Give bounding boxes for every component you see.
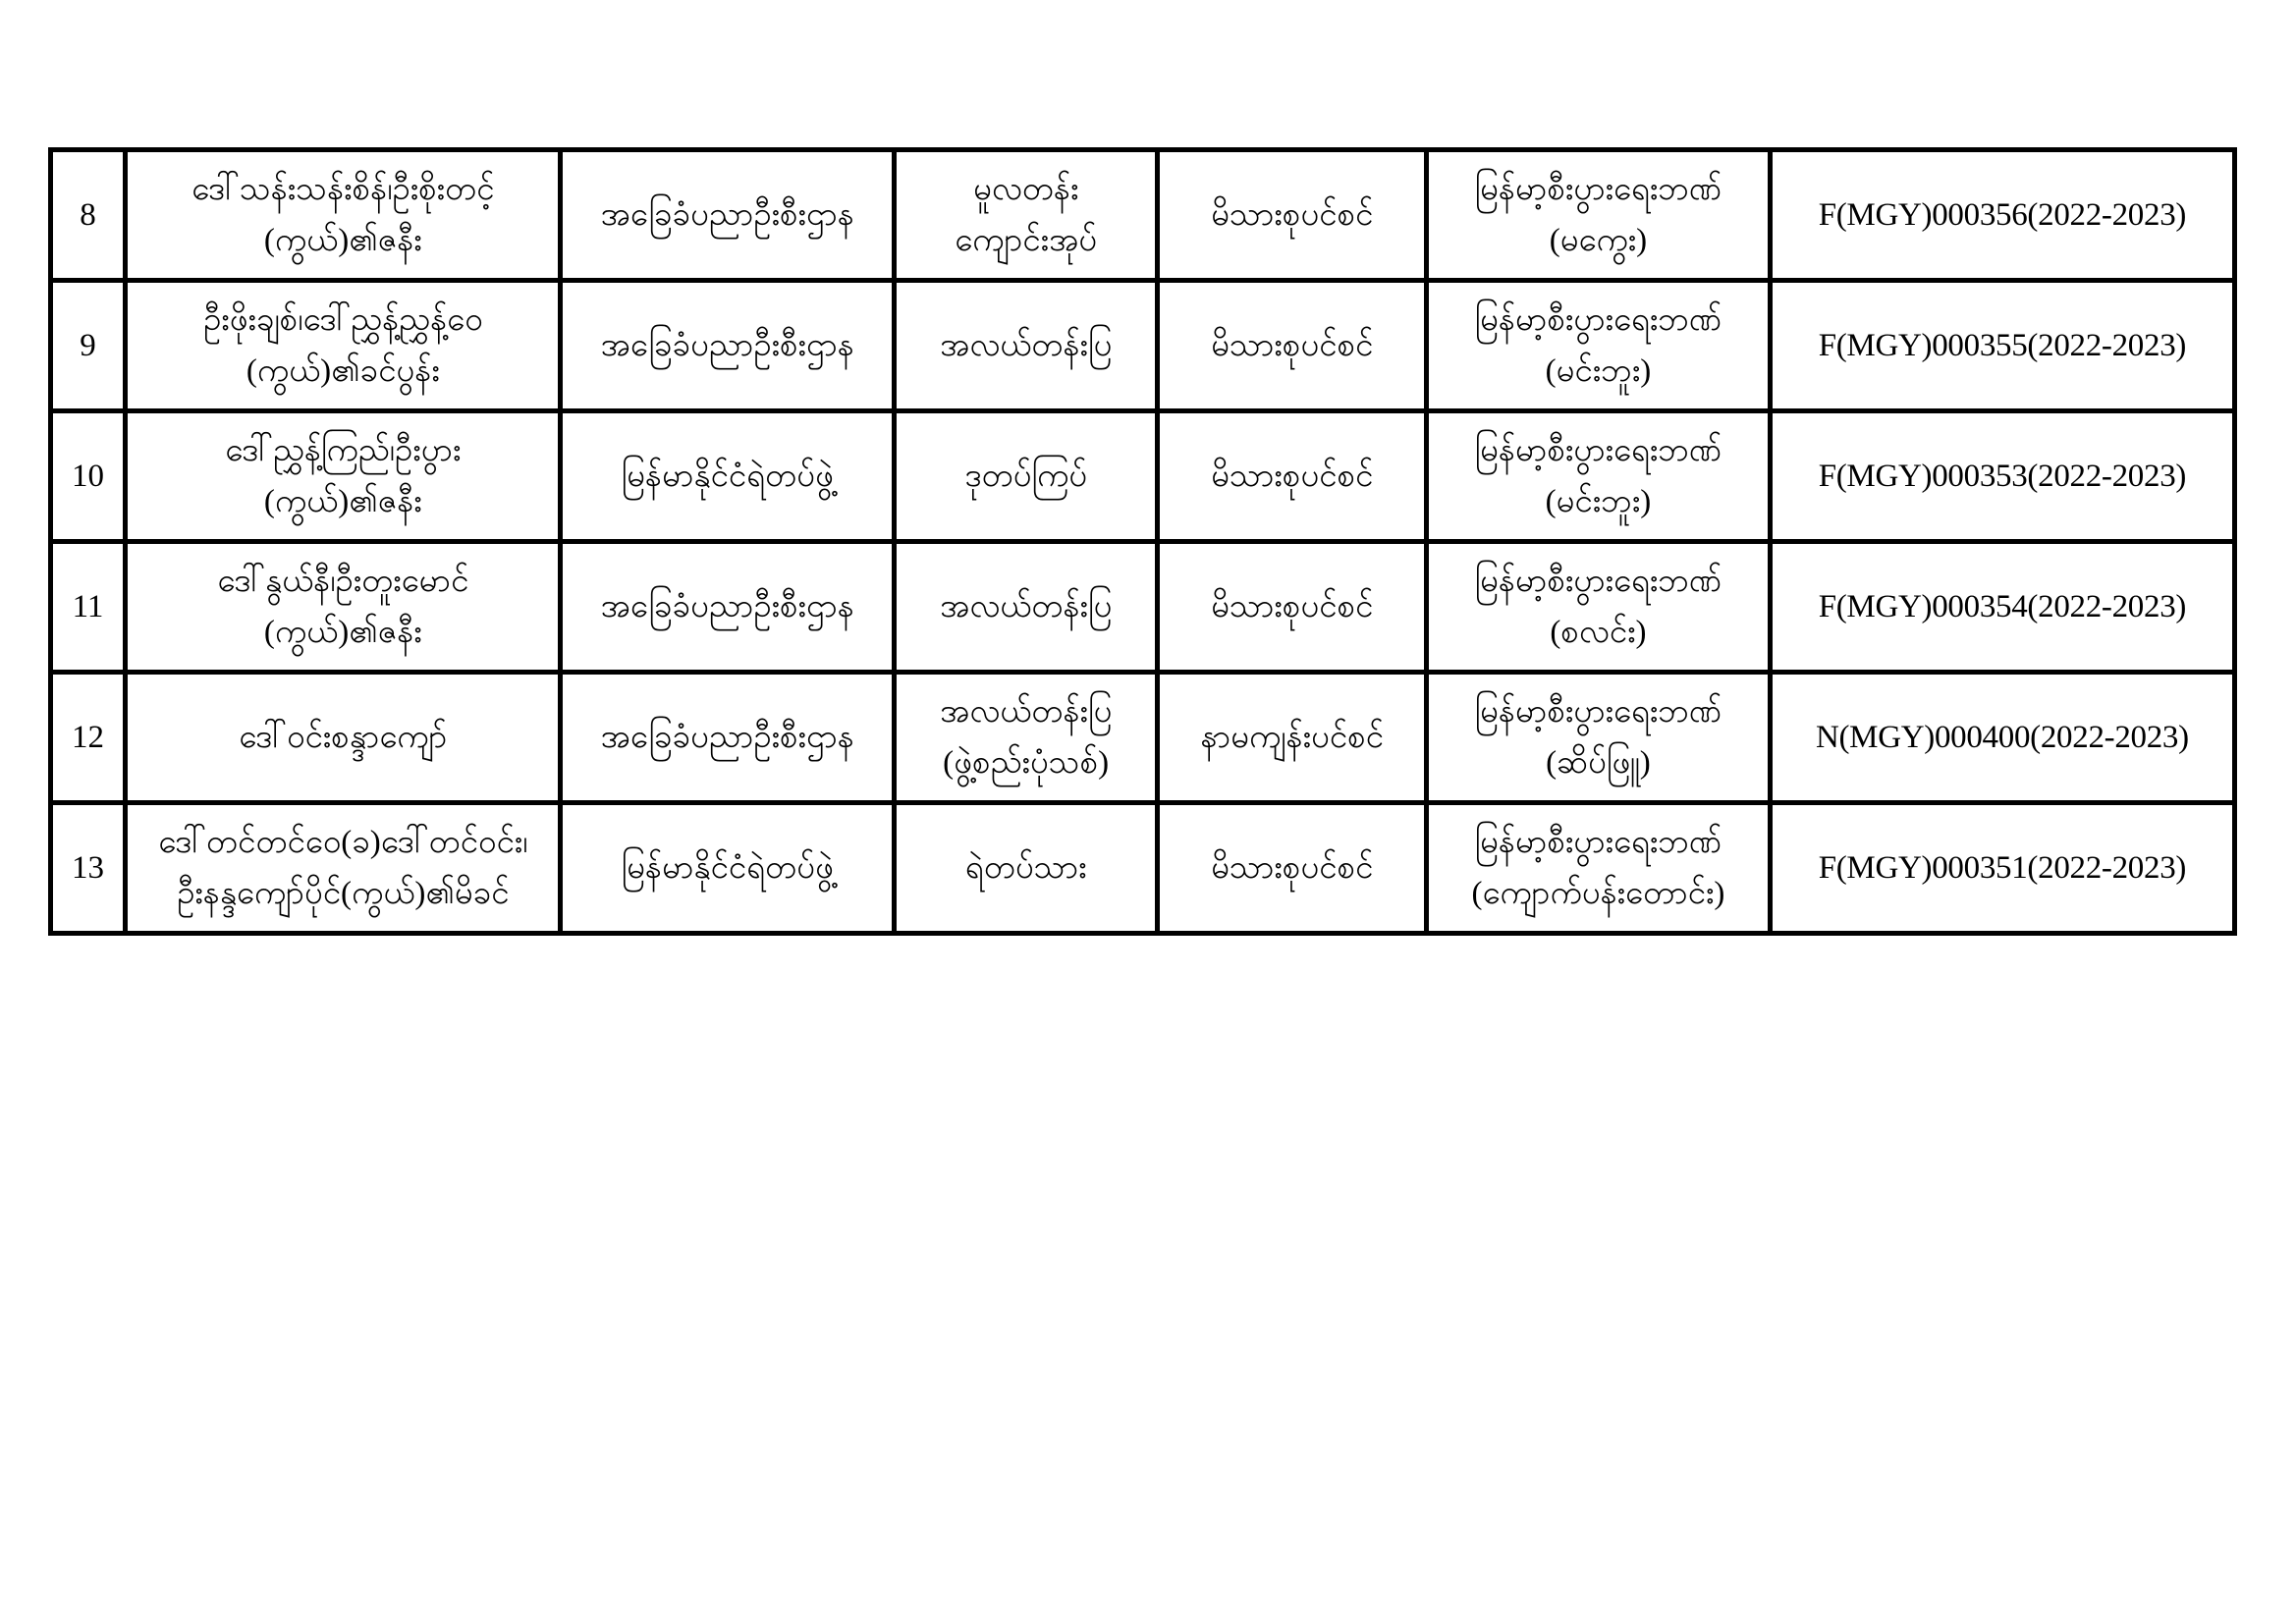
department-cell: မြန်မာနိုင်ငံရဲတပ်ဖွဲ့: [561, 803, 894, 934]
office-line: (မင်းဘူး): [1545, 484, 1652, 519]
rank-line: ဒုတပ်ကြပ်: [964, 459, 1088, 494]
serial-number-cell: 10: [51, 411, 126, 542]
registration-number-cell: F(MGY)000355(2022-2023): [1770, 281, 2234, 411]
office-line: မြန်မာ့စီးပွားရေးဘဏ်: [1474, 302, 1722, 338]
rank-line: အလယ်တန်းပြ: [940, 589, 1113, 624]
pension-type-cell: နာမကျန်းပင်စင်: [1158, 673, 1427, 803]
rank-cell: [894, 150, 1157, 281]
office-line: (ဆိပ်ဖြူ): [1546, 745, 1651, 781]
serial-number-cell: 13: [51, 803, 126, 934]
office-line: (ကျောက်ပန်းတောင်း): [1471, 876, 1725, 911]
table-row: [51, 803, 2235, 934]
serial-number-cell: 8: [51, 150, 126, 281]
office-line: မြန်မာ့စီးပွားရေးဘဏ်: [1474, 825, 1722, 860]
name-line: ဒေါ်နွယ်နီ၊ဦးတူးမောင်: [217, 564, 469, 599]
serial-number-cell: 9: [51, 281, 126, 411]
rank-cell: [894, 673, 1157, 803]
rank-line: ရဲတပ်သား: [964, 850, 1087, 886]
registration-number-cell: N(MGY)000400(2022-2023): [1770, 673, 2234, 803]
name-line: ဒေါ်တင်တင်ဝေ(ခ)ဒေါ်တင်ဝင်း၊: [158, 825, 528, 860]
payment-office-cell: [1427, 281, 1771, 411]
name-line: ဒေါ်ဝင်းစန္ဒာကျော်: [239, 720, 448, 755]
rank-line: (ဖွဲ့စည်းပုံသစ်): [943, 745, 1110, 781]
rank-cell: [894, 542, 1157, 673]
payment-office-cell: [1427, 150, 1771, 281]
department-cell: အခြေခံပညာဦးစီးဌာန: [561, 542, 894, 673]
name-line: ဒေါ်သန်းသန်းစိန်၊ဦးစိုးတင့်: [191, 172, 495, 207]
registration-number-cell: F(MGY)000354(2022-2023): [1770, 542, 2234, 673]
office-line: မြန်မာ့စီးပွားရေးဘဏ်: [1474, 172, 1722, 207]
department-cell: အခြေခံပညာဦးစီးဌာန: [561, 673, 894, 803]
pensioner-name-cell: [126, 281, 561, 411]
pensioner-name-cell: [126, 542, 561, 673]
serial-number-cell: 12: [51, 673, 126, 803]
department-cell: မြန်မာနိုင်ငံရဲတပ်ဖွဲ့: [561, 411, 894, 542]
pension-registry-table: [48, 147, 2237, 936]
table-body: [51, 150, 2235, 934]
name-line: (ကွယ်)၏ဇနီး: [263, 484, 422, 519]
table-row: [51, 411, 2235, 542]
name-line: (ကွယ်)၏ဇနီး: [263, 223, 422, 258]
pensioner-name-cell: [126, 411, 561, 542]
pension-type-cell: မိသားစုပင်စင်: [1158, 803, 1427, 934]
office-line: (မင်းဘူး): [1545, 353, 1652, 389]
pension-type-cell: မိသားစုပင်စင်: [1158, 281, 1427, 411]
rank-line: အလယ်တန်းပြ: [940, 694, 1113, 730]
registration-number-cell: F(MGY)000356(2022-2023): [1770, 150, 2234, 281]
name-line: (ကွယ်)၏ခင်ပွန်း: [246, 353, 440, 389]
rank-cell: [894, 281, 1157, 411]
office-line: (စလင်း): [1550, 615, 1647, 650]
rank-cell: [894, 803, 1157, 934]
pensioner-name-cell: [126, 803, 561, 934]
serial-number-cell: 11: [51, 542, 126, 673]
rank-cell: [894, 411, 1157, 542]
table-row: [51, 542, 2235, 673]
payment-office-cell: [1427, 803, 1771, 934]
pension-type-cell: မိသားစုပင်စင်: [1158, 411, 1427, 542]
table-row: [51, 150, 2235, 281]
department-cell: အခြေခံပညာဦးစီးဌာန: [561, 281, 894, 411]
office-line: မြန်မာ့စီးပွားရေးဘဏ်: [1474, 694, 1722, 730]
table-row: [51, 673, 2235, 803]
rank-line: အလယ်တန်းပြ: [940, 328, 1113, 363]
payment-office-cell: [1427, 542, 1771, 673]
name-line: ဦးဖိုးချစ်၊ဒေါ်ညွှန့်ညွှန့်ဝေ: [202, 302, 483, 338]
name-line: ဦးနန္ဒကျော်ပိုင်(ကွယ်)၏မိခင်: [177, 876, 510, 911]
rank-line: ကျောင်းအုပ်: [955, 223, 1098, 258]
registration-number-cell: F(MGY)000351(2022-2023): [1770, 803, 2234, 934]
payment-office-cell: [1427, 673, 1771, 803]
name-line: (ကွယ်)၏ဇနီး: [263, 615, 422, 650]
office-line: မြန်မာ့စီးပွားရေးဘဏ်: [1474, 564, 1722, 599]
registration-number-cell: F(MGY)000353(2022-2023): [1770, 411, 2234, 542]
office-line: (မကွေး): [1549, 223, 1648, 258]
pension-type-cell: မိသားစုပင်စင်: [1158, 542, 1427, 673]
name-line: ဒေါ်ညွှန့်ကြည်၊ဦးပွား: [225, 433, 462, 468]
pensioner-name-cell: [126, 673, 561, 803]
rank-line: မူလတန်း: [972, 172, 1079, 207]
pension-type-cell: မိသားစုပင်စင်: [1158, 150, 1427, 281]
department-cell: အခြေခံပညာဦးစီးဌာန: [561, 150, 894, 281]
payment-office-cell: [1427, 411, 1771, 542]
pensioner-name-cell: [126, 150, 561, 281]
table-row: [51, 281, 2235, 411]
office-line: မြန်မာ့စီးပွားရေးဘဏ်: [1474, 433, 1722, 468]
